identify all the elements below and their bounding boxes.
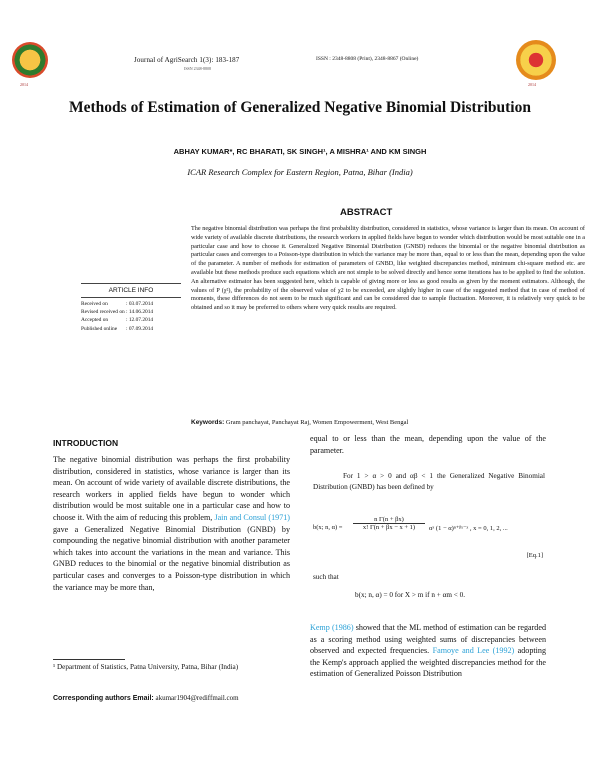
eq-numerator: n Γ(n + βx) <box>374 516 404 523</box>
gnbd-condition: For 1 > α > 0 and αβ < 1 the Generalized Negative Binomial Distribution (GNBD) has been defined by <box>313 472 545 491</box>
citation-link[interactable]: Kemp (1986) <box>310 623 354 632</box>
society-emblem-icon <box>516 40 556 80</box>
intro-text: gave a Generalized Negative Binomial Distribution (GNBD) by compounding the negative binomial distribution with another parameter which takes into account the variations in the mean and variance. This GNBD reduces to the binomial or the negative binomial distribution as particular cases and converges to a Poisson-type distribution in which the variance may be more than, <box>53 524 290 592</box>
info-row <box>81 300 181 308</box>
eq-fraction <box>353 516 425 531</box>
info-row <box>81 325 181 333</box>
eq-denominator: x! Γ(n + βx − x + 1) <box>353 523 425 531</box>
intro-text: adopting the Kemp's approach applied the weighted discrepancies method for the estimation of Generalized Poisson Distribution <box>310 646 546 679</box>
citation-link[interactable]: Jain and Consul (1971) <box>214 512 290 522</box>
eq-rest: αˣ (1 − α)ⁿ⁺ᵝˣ⁻ˣ , x = 0, 1, 2, ... <box>429 525 508 532</box>
info-label: Revised received on <box>81 309 125 316</box>
keywords-text: Gram panchayat, Panchayat Raj, Women Empowerment, West Bengal <box>224 419 409 426</box>
intro-text: The negative binomial distribution was perhaps the first probability distribution, considered in statistics, whose variance is larger than its mean. On account of wide variety of available discrete distributions, the research workers in applied fields have begun to wonder which distribution would be most suitable one in a particular case and how to choose it. With the aim of reducing this problem, <box>53 455 290 522</box>
author-list: ABHAY KUMAR*, RC BHARATI, SK SINGH¹, A MISHRA¹ AND KM SINGH <box>173 147 427 156</box>
intro-paragraph-2 <box>310 622 546 680</box>
citation-link[interactable]: Famoye and Lee (1992) <box>432 646 515 656</box>
info-label: Received on <box>81 301 108 307</box>
corresponding-author <box>53 694 239 702</box>
article-info-box <box>81 283 181 333</box>
info-value: : 07.09.2014 <box>126 325 154 332</box>
corresponding-label: Corresponding authors Email: <box>53 695 154 702</box>
equation-1 <box>313 512 545 572</box>
left-logo-year: 2014 <box>20 82 28 87</box>
issn-line: ISSN : 2348-8808 (Print), 2348-8867 (Online) <box>316 56 419 62</box>
journal-seal-icon <box>12 42 48 78</box>
keywords <box>191 419 408 426</box>
section-heading-introduction: INTRODUCTION <box>53 438 119 448</box>
paper-title: Methods of Estimation of Generalized Negative Binomial Distribution <box>69 99 531 116</box>
intro-paragraph-1 <box>53 454 290 593</box>
right-logo-year: 2014 <box>528 82 536 87</box>
journal-subline: ISSN 2348-8808 <box>184 66 212 71</box>
footnote-divider <box>53 659 125 660</box>
info-value: : 14.06.2014 <box>126 309 154 316</box>
eq-label: [Eq.1] <box>526 552 543 559</box>
info-value: : 03.07.2014 <box>126 301 154 307</box>
abstract-heading: ABSTRACT <box>340 207 393 218</box>
footnote: ¹ Department of Statistics, Patna University, Patna, Bihar (India) <box>53 663 239 671</box>
info-label: Published online <box>81 325 118 332</box>
keywords-label: Keywords: <box>191 419 225 426</box>
intro-continued: equal to or less than the mean, depending upon the value of the parameter. <box>310 434 546 455</box>
article-info-heading: ARTICLE INFO <box>81 283 181 298</box>
equation-2: b(x; n, α) = 0 for X > m if n + αm < 0. <box>355 591 465 599</box>
info-value: : 12.07.2014 <box>126 317 154 324</box>
intro-text: showed that the ML method of estimation can be regarded as a scoring method using weighted sums of discrepancies between observed and expected frequencies. <box>310 623 546 656</box>
info-row <box>81 308 181 316</box>
info-row <box>81 316 181 324</box>
affiliation: ICAR Research Complex for Eastern Region, Patna, Bihar (India) <box>187 167 413 177</box>
such-that: such that <box>313 573 339 581</box>
abstract-text: The negative binomial distribution was perhaps the first probability distribution, considered in statistics, whose variance is larger than its mean. On account of wide variety of available discrete distributions, the research workers in applied fields have begun to wonder which distribution would be most suitable one in a particular case and how to choose it. Generalized Negative Binomial Distribution (GNBD) reduces the binomial or the negative binomial distribution as particular cases and converges to a Poisson-type distribution in which the variance may be more than, equal to or less than the mean, depending upon the value of the parameter. A number of methods for estimation of parameters of GNBD, like weighted discrepancies method, minimum chi-square method etc. are available but these methods produce such equations which are not simple to be solved directly and hence some iterations has to be applied to find the solution. An alternative estimator has been suggested here, which is capable of giving more or less as good results as given by the moment estimators. Although, the values of P (χ²), the probability of the observed value of χ2 to be exceeded, are slightly higher in case of the suggested method that in case of method of moments, these differences do not seem to be much significant and can be considered due to sample fluctuation. Moreover, it is relatively very quick to be obtained and so it may be preferred to others where very quick results are required. <box>191 225 585 312</box>
eq-lhs: b(x; n, α) = <box>313 524 343 531</box>
info-label: Accepted on <box>81 317 109 324</box>
journal-citation: Journal of AgriSearch 1(3): 183-187 <box>134 56 240 64</box>
corresponding-email[interactable]: akumar1904@rediffmail.com <box>153 694 239 702</box>
